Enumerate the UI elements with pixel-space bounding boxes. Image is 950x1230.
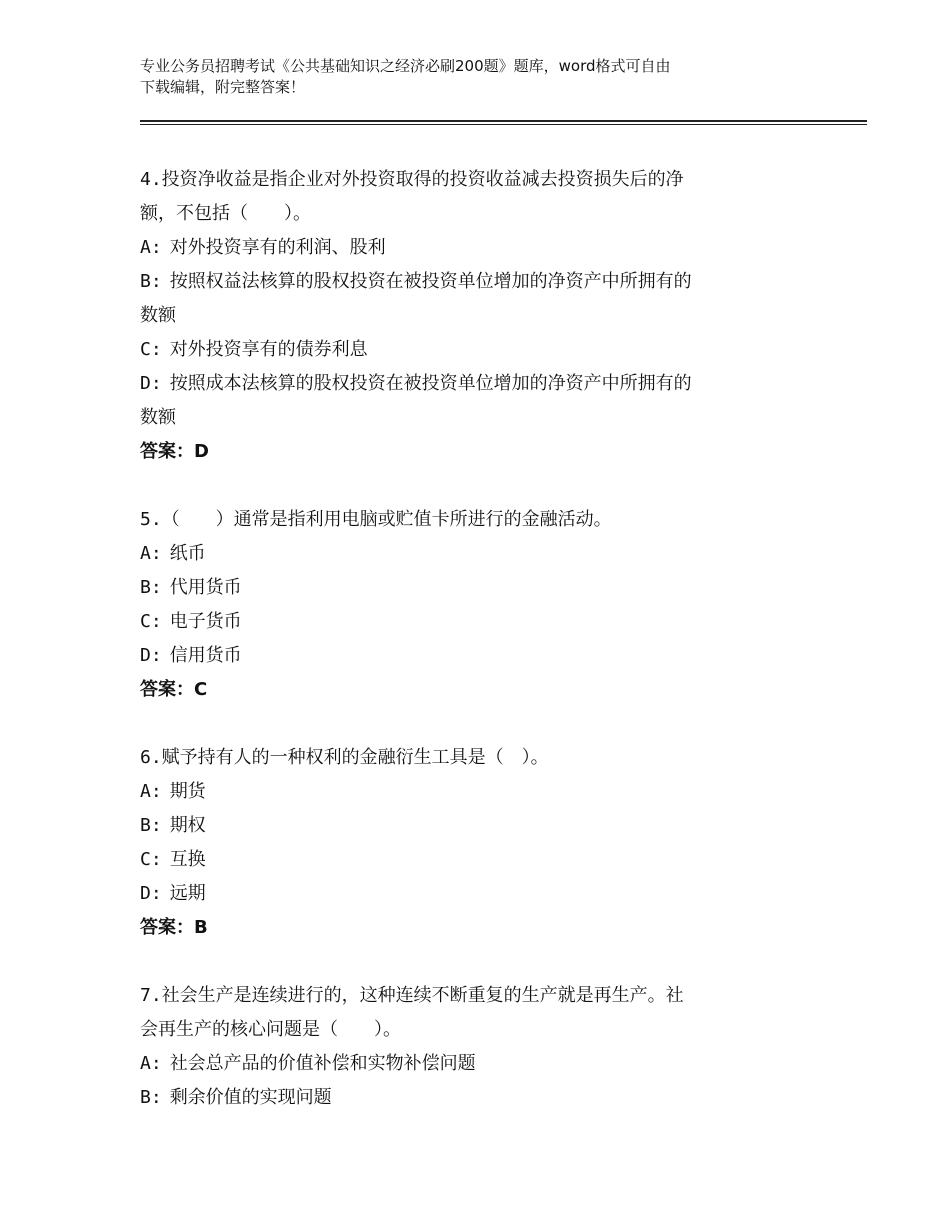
option-key: C:	[140, 339, 162, 360]
option-text: 对外投资享有的利润、股利	[169, 237, 386, 258]
question-block	[140, 163, 820, 469]
question-list	[140, 163, 820, 1149]
option-text: 互换	[169, 849, 206, 870]
answer-line: 答案：B	[140, 917, 208, 938]
header-line-1: 专业公务员招聘考试《公共基础知识之经济必刷200题》题库，word格式可自由	[140, 57, 671, 75]
option-text: 按照成本法核算的股权投资在被投资单位增加的净资产中所拥有的	[169, 373, 692, 394]
option-line	[140, 1047, 820, 1081]
option-line	[140, 605, 820, 639]
question-block	[140, 741, 820, 945]
option-line: 数额	[140, 305, 176, 326]
question-block	[140, 503, 820, 707]
option-key: B:	[140, 271, 162, 292]
question-stem-line: 4.投资净收益是指企业对外投资取得的投资收益减去投资损失后的净	[140, 169, 684, 190]
option-text: 期货	[169, 781, 206, 802]
option-line	[140, 877, 820, 911]
question-stem-line: 额，不包括（ ）。	[140, 203, 311, 224]
answer-line: 答案：C	[140, 679, 208, 700]
question-block	[140, 979, 820, 1115]
header-line-2: 下载编辑，附完整答案！	[140, 78, 306, 96]
option-text: 电子货币	[169, 611, 242, 632]
question-stem-line: 7.社会生产是连续进行的，这种连续不断重复的生产就是再生产。社	[140, 985, 684, 1006]
option-key: D:	[140, 645, 162, 666]
option-line	[140, 231, 820, 265]
option-text: 社会总产品的价值补偿和实物补偿问题	[169, 1053, 476, 1074]
option-key: D:	[140, 883, 162, 904]
option-text: 纸币	[169, 543, 206, 564]
option-text: 代用货币	[169, 577, 242, 598]
answer-line: 答案：D	[140, 441, 209, 462]
option-text: 信用货币	[169, 645, 242, 666]
document-header	[140, 56, 820, 98]
option-line	[140, 537, 820, 571]
option-line	[140, 265, 820, 299]
header-divider-thick	[140, 120, 867, 122]
option-line	[140, 809, 820, 843]
option-line	[140, 639, 820, 673]
header-divider-thin	[140, 124, 867, 125]
option-key: B:	[140, 1087, 162, 1108]
option-key: B:	[140, 815, 162, 836]
option-line	[140, 775, 820, 809]
option-key: A:	[140, 543, 162, 564]
option-key: C:	[140, 611, 162, 632]
question-stem-line: 5.（ ）通常是指利用电脑或贮值卡所进行的金融活动。	[140, 509, 612, 530]
option-text: 期权	[169, 815, 206, 836]
option-key: B:	[140, 577, 162, 598]
question-stem-line: 会再生产的核心问题是（ ）。	[140, 1019, 401, 1040]
question-stem-line: 6.赋予持有人的一种权利的金融衍生工具是（ ）。	[140, 747, 549, 768]
option-line	[140, 367, 820, 401]
option-text: 对外投资享有的债券利息	[169, 339, 368, 360]
option-key: A:	[140, 1053, 162, 1074]
option-key: C:	[140, 849, 162, 870]
option-key: A:	[140, 781, 162, 802]
option-line	[140, 1081, 820, 1115]
option-line	[140, 843, 820, 877]
option-key: A:	[140, 237, 162, 258]
option-key: D:	[140, 373, 162, 394]
option-text: 远期	[169, 883, 206, 904]
option-line: 数额	[140, 407, 176, 428]
option-line	[140, 333, 820, 367]
option-line	[140, 571, 820, 605]
option-text: 按照权益法核算的股权投资在被投资单位增加的净资产中所拥有的	[169, 271, 692, 292]
option-text: 剩余价值的实现问题	[169, 1087, 332, 1108]
